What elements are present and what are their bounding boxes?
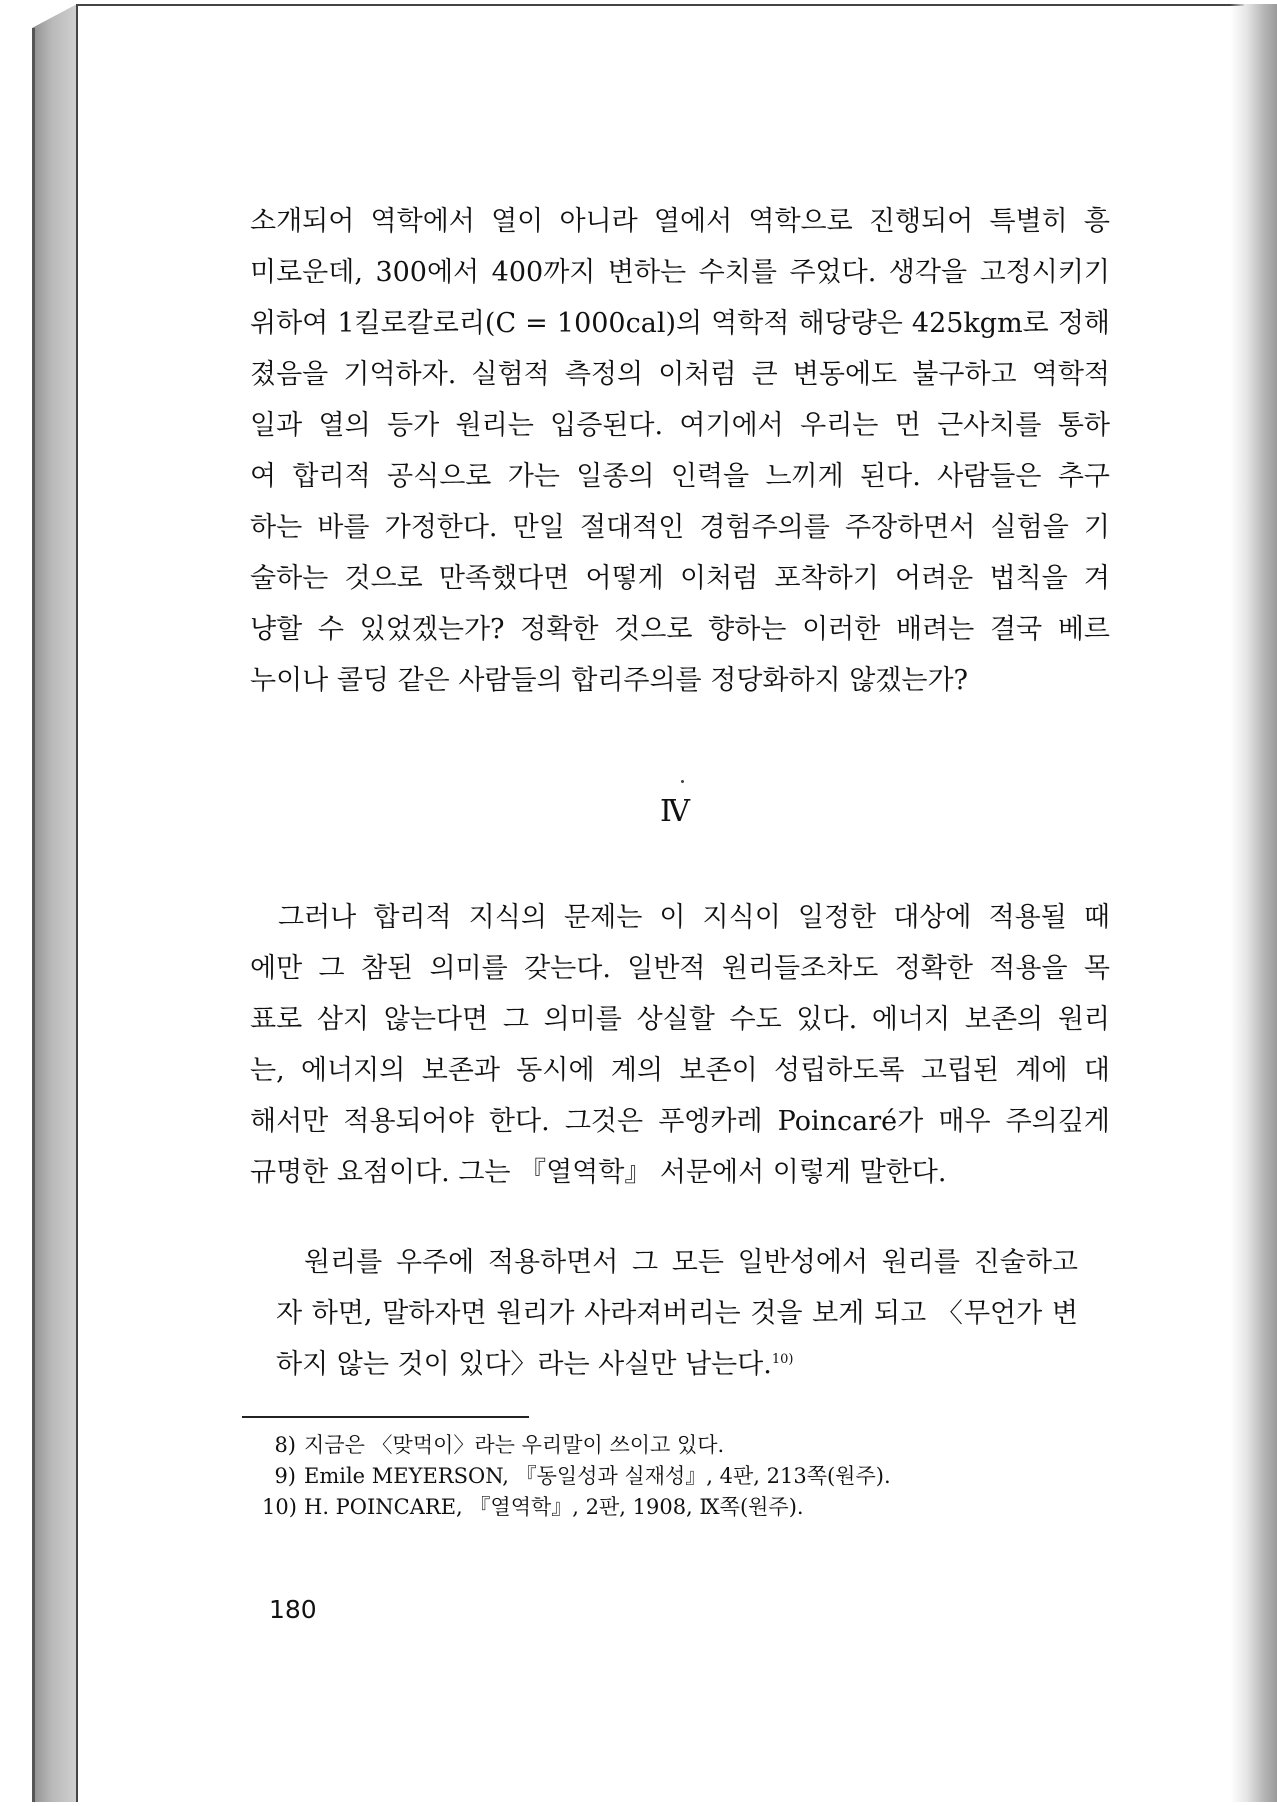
book-spine [32,4,77,1802]
text-line: 자 하면, 말하자면 원리가 사라져버리는 것을 보게 되고 〈무언가 변 [276,1298,1078,1329]
body-paragraph-2 [250,892,1110,1198]
text-line: 표로 삼지 않는다면 그 의미를 상실할 수도 있다. 에너지 보존의 원리 [250,1004,1110,1035]
text-line: 냥할 수 있었겠는가? 정확한 것으로 향하는 이러한 배려는 결국 베르 [250,614,1110,645]
footnote-number: 9) [274,1464,296,1488]
footnote-number: 10) [262,1495,297,1519]
text-line: 는, 에너지의 보존과 동시에 계의 보존이 성립하도록 고립된 계에 대 [250,1055,1110,1086]
quote-last-line: 하지 않는 것이 있다〉라는 사실만 남는다. [276,1349,772,1380]
footnote-reference: 10) [771,1352,794,1367]
text-line: 에만 그 참된 의미를 갖는다. 일반적 원리들조차도 정확한 적용을 목 [250,953,1110,984]
footnote-item [262,1461,1122,1492]
text-line: 여 합리적 공식으로 가는 일종의 인력을 느끼게 된다. 사람들은 추구 [250,461,1110,492]
body-paragraph-1 [250,196,1110,706]
footnote-item [262,1492,1122,1523]
text-line: 해서만 적용되어야 한다. 그것은 푸엥카레 Poincaré가 매우 주의깊게 [250,1106,1110,1137]
section-heading: Ⅳ [660,794,690,829]
page-number: 180 [269,1595,317,1624]
footnote-text: Emile MEYERSON, 『동일성과 실재성』, 4판, 213쪽(원주). [304,1464,891,1488]
text-line: 규명한 요점이다. 그는 『열역학』 서문에서 이렇게 말한다. [250,1157,947,1188]
text-line: 원리를 우주에 적용하면서 그 모든 일반성에서 원리를 진술하고 [304,1247,1078,1278]
text-line: 미로운데, 300에서 400까지 변하는 수치를 주었다. 생각을 고정시키기 [250,257,1110,288]
page-stack-shadow [1230,4,1277,1802]
footnotes [262,1430,1122,1523]
text-line: 소개되어 역학에서 열이 아니라 열에서 역학으로 진행되어 특별히 흥 [250,206,1110,237]
text-line: 그러나 합리적 지식의 문제는 이 지식이 일정한 대상에 적용될 때 [278,902,1110,933]
footnote-item [262,1430,1122,1461]
block-quote [276,1237,1078,1390]
text-line: 일과 열의 등가 원리는 입증된다. 여기에서 우리는 먼 근사치를 통하 [250,410,1110,441]
text-line: 누이나 콜딩 같은 사람들의 합리주의를 정당화하지 않겠는가? [250,665,969,696]
text-line: 술하는 것으로 만족했다면 어떻게 이처럼 포착하기 어려운 법칙을 겨 [250,563,1110,594]
stray-dot-mark [681,780,684,783]
text-line [276,1339,1078,1390]
footnote-divider [242,1416,529,1418]
footnote-text: H. POINCARE, 『열역학』, 2판, 1908, Ⅸ쪽(원주). [304,1495,804,1519]
text-line: 하는 바를 가정한다. 만일 절대적인 경험주의를 주장하면서 실험을 기 [250,512,1110,543]
text-line: 졌음을 기억하자. 실험적 측정의 이처럼 큰 변동에도 불구하고 역학적 [250,359,1110,390]
footnote-number: 8) [274,1433,296,1457]
footnote-text: 지금은 〈맞먹이〉라는 우리말이 쓰이고 있다. [304,1433,725,1457]
text-line: 위하여 1킬로칼로리(C = 1000cal)의 역학적 해당량은 425kgm로 정해 [250,308,1110,339]
